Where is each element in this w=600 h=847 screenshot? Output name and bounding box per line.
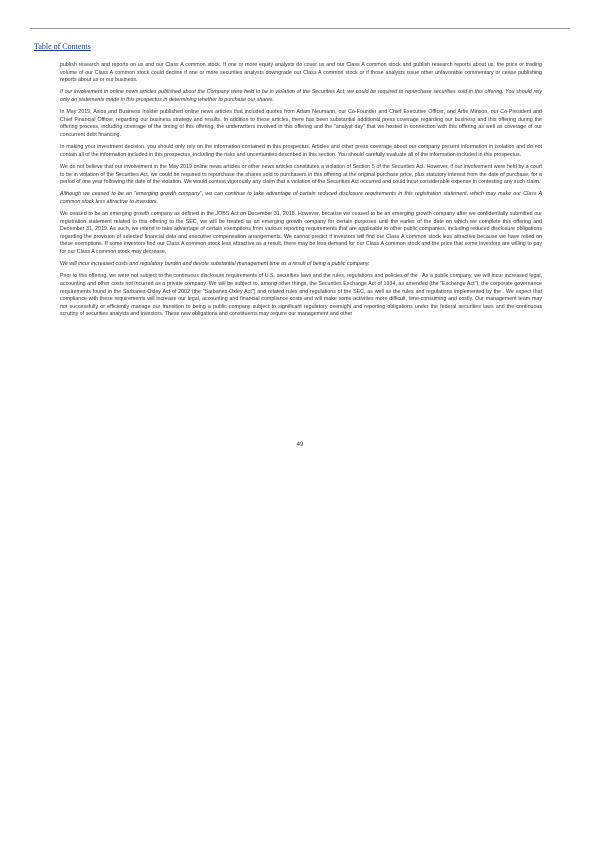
paragraph: Prior to this offering, we were not subject to the continuous disclosure requirements of U.S. securities laws and the rules, regulations and policies of the . As a public company, we will incur increased legal, accounting and other costs not incurred as a private company. We will be subject to, among other things, the Securities Exchange Act of 1934, as amended (the "Exchange Act"), the corporate governance requirements found in the Sarbanes-Oxley Act of 2002 (the "Sarbanes-Oxley Act") and related rules and regulations of the SEC, as well as the rules and regulations implemented by the . We expect that compliance with these requirements will increase our legal, accounting and financial compliance costs and will make some activities more difficult, time-consuming and costly. Our management team may not successfully or efficiently manage our transition to being a public company subject to significant regulatory oversight and reporting obligations under the federal securities laws and the continuous scrutiny of securities analysts and investors. These new obligations and constituents may require our management and other [60, 273, 542, 318]
risk-factor-heading: If our involvement in online news articles published about the Company were held to be in violation of the Securities Act, we could be required to repurchase securities sold in this offering. You should rely only on statements made in this prospectus in determining whether to purchase our shares. [60, 89, 542, 103]
paragraph: publish research and reports on us and our Class A common stock. If one or more equity analysts do cover us and our Class A common stock and publish research reports about us, the price or trading volume of our Class A common stock could decline if one or more securities analysts downgrade our Class A common stock or if those analysts issue other unfavorable commentary or cease publishing reports about us or our business. [60, 62, 542, 84]
table-of-contents-link[interactable]: Table of Contents [34, 42, 91, 51]
paragraph: In May 2019, Axios and Business Insider published online news articles that included quotes from Adam Neumann, our Co-Founder and Chief Executive Officer, and Artie Minson, our Co-President and Chief Financial Officer, regarding our business strategy and results. In addition to these articles, there has been substantial additional press coverage regarding our business and this offering during the offering process, including coverage of the timing of this offering, the underwriters involved in this offering and the "analyst day" that we hosted in connection with this offering as well as coverage of our concurrent debt financing. [60, 109, 542, 138]
document-body [60, 62, 542, 324]
risk-factor-heading: Although we ceased to be an "emerging growth company", we can continue to take advantage of certain reduced disclosure requirements in this registration statement, which may make our Class A common stock less attractive to investors. [60, 191, 542, 205]
risk-factor-heading: We will incur increased costs and regulatory burden and devote substantial management time as a result of being a public company. [60, 261, 370, 268]
page-number: 49 [296, 442, 304, 448]
paragraph: We ceased to be an emerging growth company as defined in the JOBS Act on December 31, 2018. However, because we ceased to be an emerging growth company after we confidentially submitted our registration statement related to this offering to the SEC, we will be treated as an emerging growth company for certain purposes until the earlier of the date on which we complete this offering and December 31, 2019. As such, we intend to take advantage of certain exemptions from various reporting requirements that are applicable to other public companies, including reduced disclosure obligations regarding the provision of selected financial data and executive compensation arrangements. We cannot predict if investors will find our Class A common stock less attractive because we have relied on these exemptions. If some investors find our Class A common stock less attractive as a result, there may be less demand for our Class A common stock and the price that some investors are willing to pay for our Class A common stock may decrease. [60, 211, 542, 256]
header-rule [30, 28, 570, 29]
paragraph: In making your investment decision, you should only rely on the information contained in this prospectus. Articles and other press coverage about our company present information in isolation and do not contain all of the information included in this prospectus, including the risks and uncertainties described in this section. You should carefully evaluate all of the information included in this prospectus. [60, 144, 542, 158]
paragraph: We do not believe that our involvement in the May 2019 online news articles or other news articles constitutes a violation of Section 5 of the Securities Act. However, if our involvement were held by a court to be in violation of the Securities Act, we could be required to repurchase the shares sold to purchasers in this offering at the original purchase price, plus statutory interest from the date of purchase, for a period of one year following the date of the violation. We would contest vigorously any claim that a violation of the Securities Act occurred and could incur considerable expense in contesting any such claim. [60, 163, 542, 186]
